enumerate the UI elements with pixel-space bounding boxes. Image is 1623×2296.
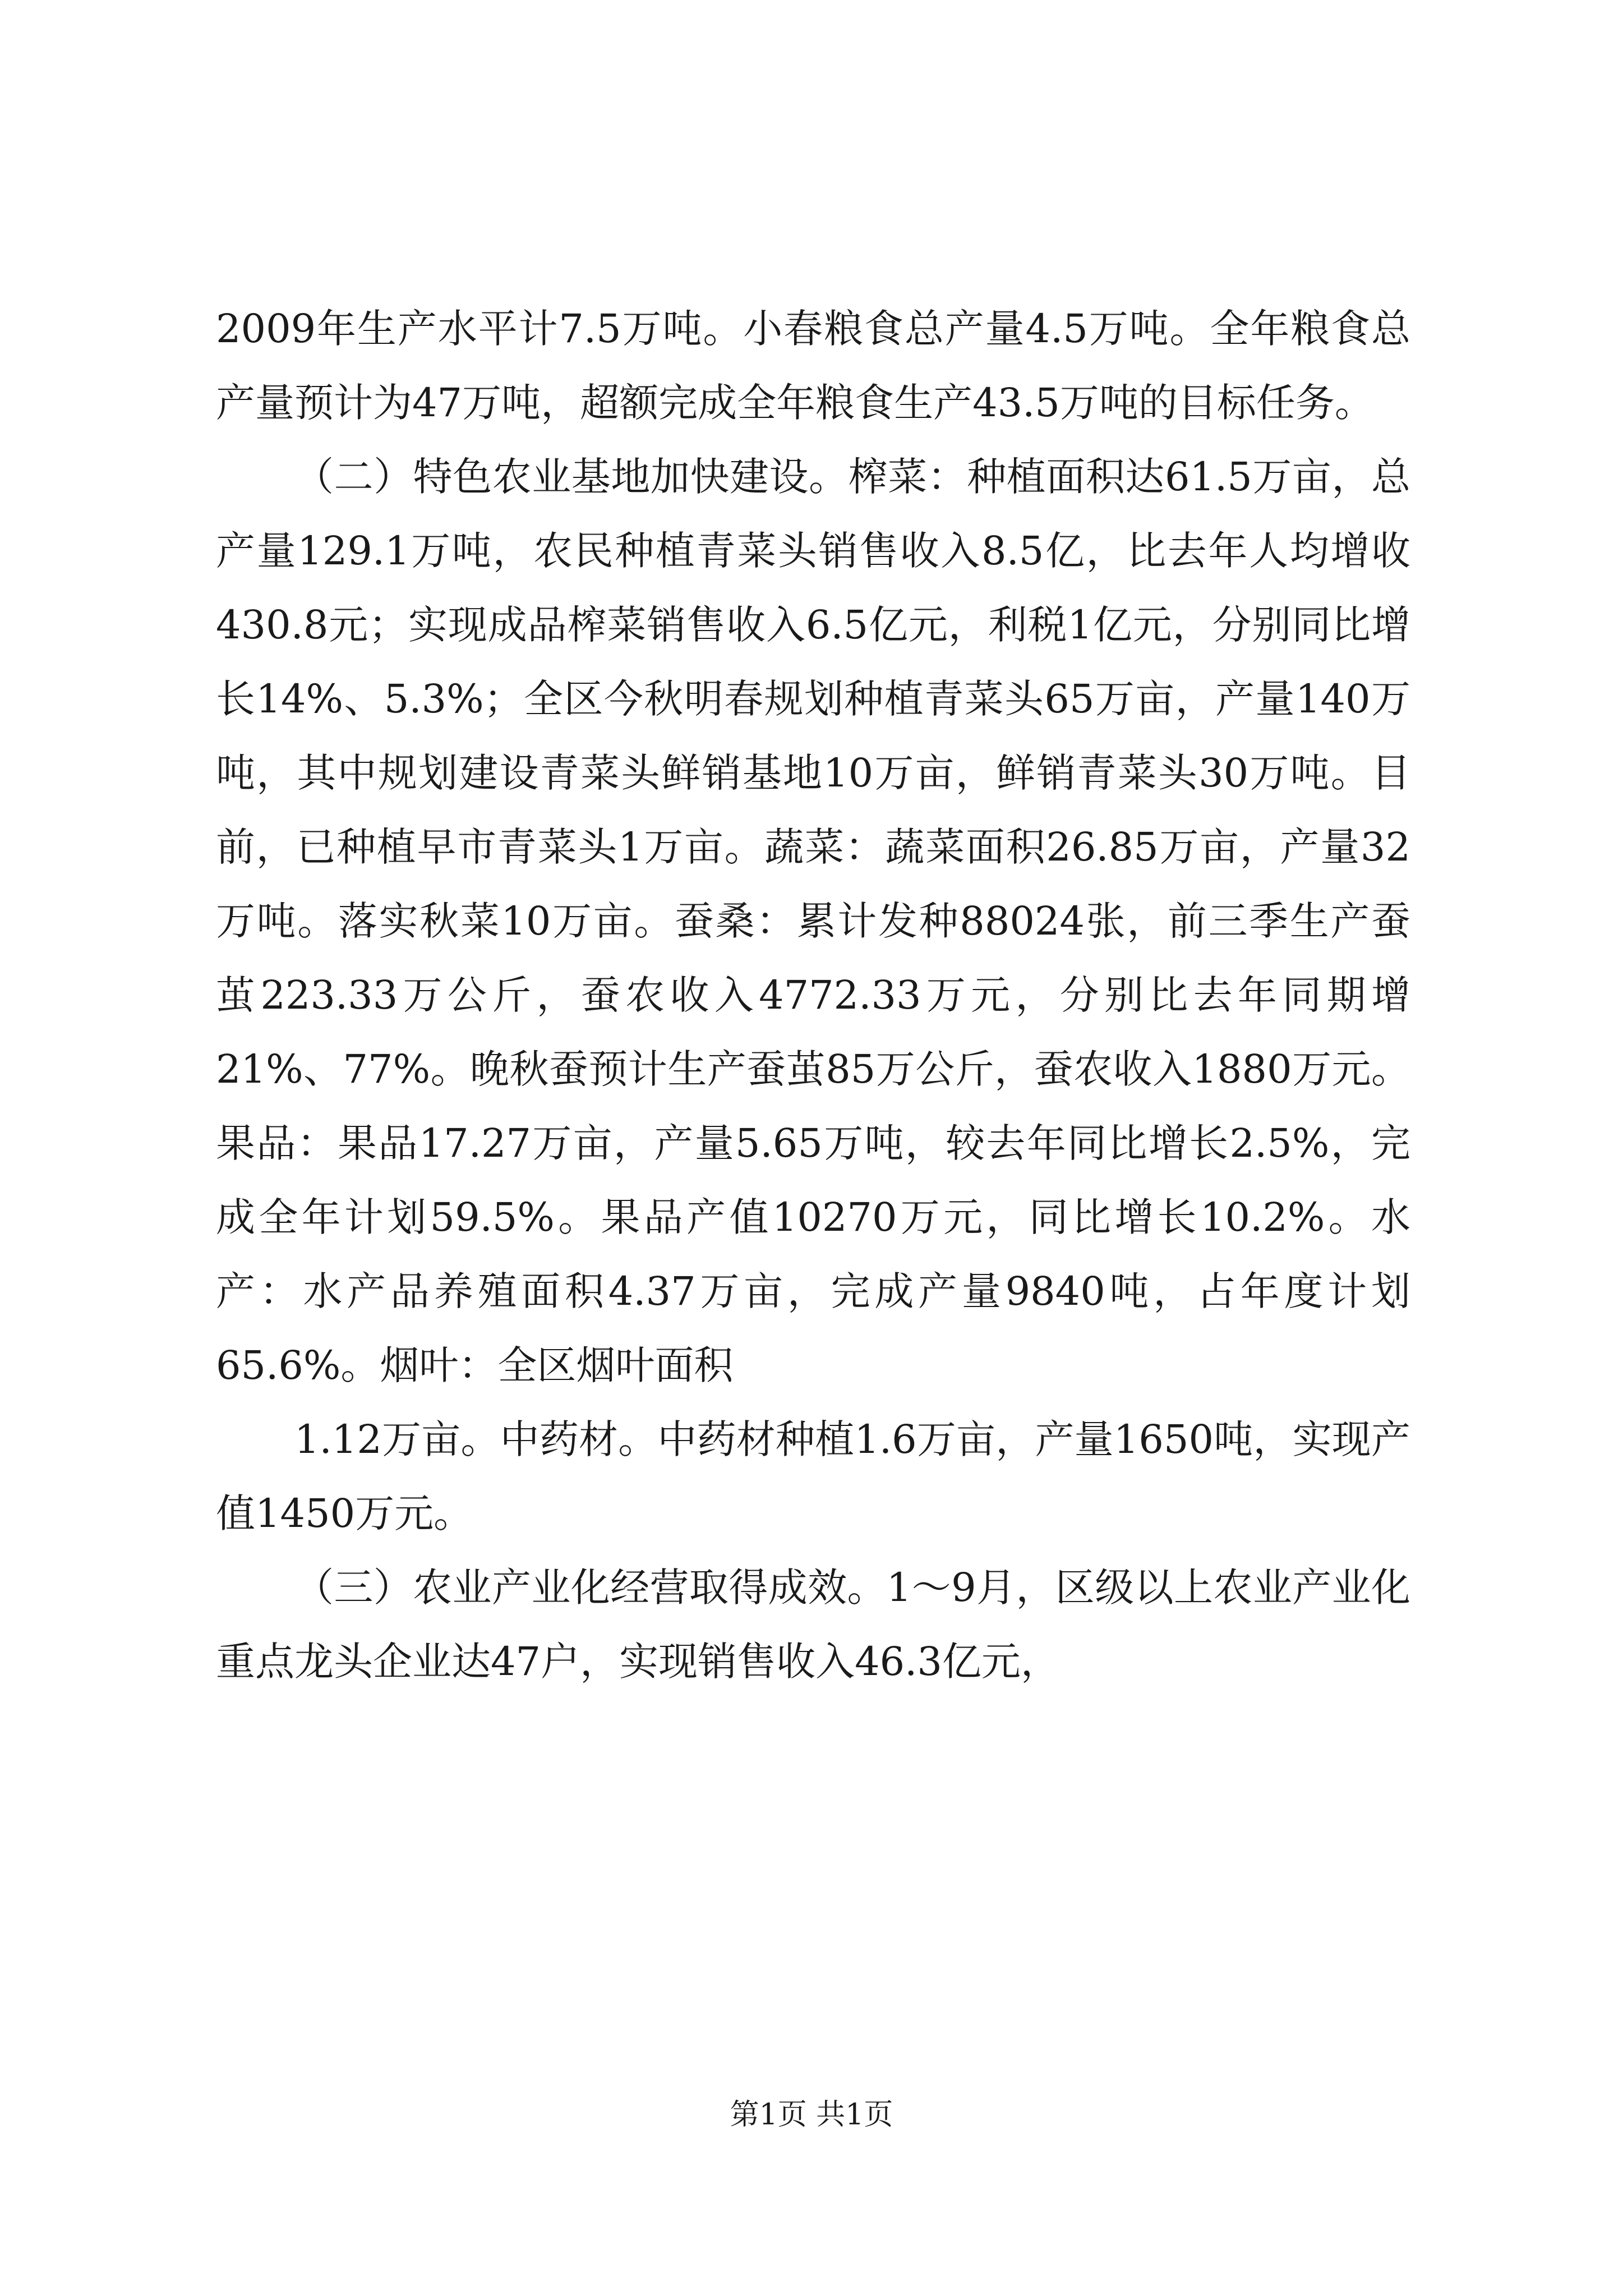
paragraph-herbal-medicine: 1.12万亩。中药材。中药材种植1.6万亩，产量1650吨，实现产值1450万元。	[216, 1416, 1410, 1536]
paragraph-specialty-agriculture: （二）特色农业基地加快建设。榨菜：种植面积达61.5万亩，总产量129.1万吨，农民种植青菜头销售收入8.5亿，比去年人均增收430.8元；实现成品榨菜销售收入6.5亿元，利税1亿元，分别同比增长14%、5.3%；全区今秋明春规划种植青菜头65万亩，产量140万吨，其中规划建设青菜头鲜销基地10万亩，鲜销青菜头30万吨。目前，已种植早市青菜头1万亩。蔬菜：蔬菜面积26.85万亩，产量32万吨。落实秋菜10万亩。蚕桑：累计发种88024张，前三季生产蚕茧223.33万公斤，蚕农收入4772.33万元，分别比去年同期增21%、77%。晚秋蚕预计生产蚕茧85万公斤，蚕农收入1880万元。果品：果品17.27万亩，产量5.65万吨，较去年同比增长2.5%，完成全年计划59.5%。果品产值10270万元，同比增长10.2%。水产：水产品养殖面积4.37万亩，完成产量9840吨，占年度计划65.6%。烟叶：全区烟叶面积	[216, 454, 1410, 1388]
page-number-label: 第1页 共1页	[730, 2098, 893, 2132]
document-body	[216, 292, 1410, 1699]
paragraph-grain-output: 2009年生产水平计7.5万吨。小春粮食总产量4.5万吨。全年粮食总产量预计为47万吨，超额完成全年粮食生产43.5万吨的目标任务。	[216, 306, 1410, 426]
page-footer	[0, 2095, 1623, 2134]
paragraph-industrialization: （三）农业产业化经营取得成效。1～9月，区级以上农业产业化重点龙头企业达47户，实现销售收入46.3亿元，	[216, 1565, 1410, 1685]
